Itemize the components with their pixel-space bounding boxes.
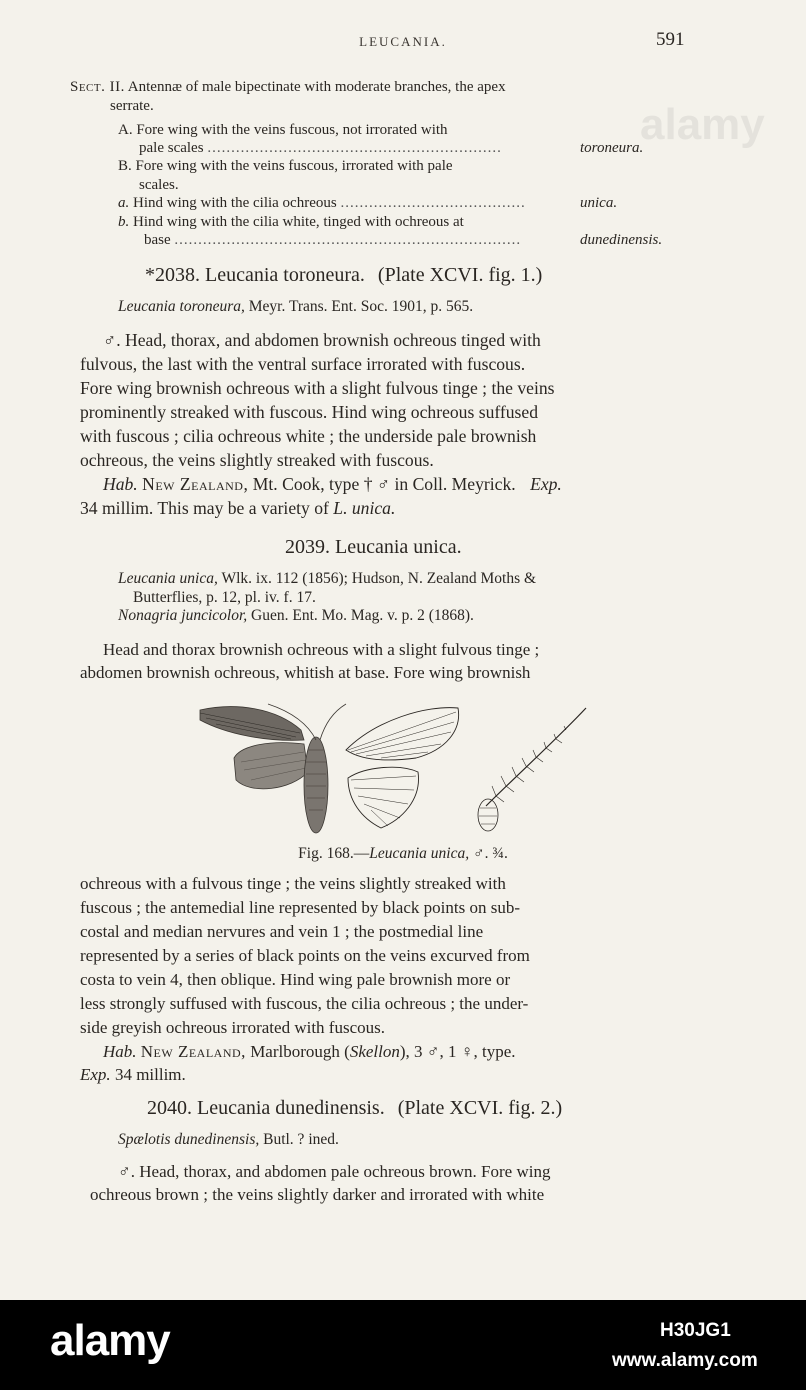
key-bb-line-2: base .........................................................................	[144, 232, 522, 248]
species-2040-line-2: ochreous brown ; the veins slightly darker and irrorated with white	[90, 1185, 545, 1204]
species-2038-line-4: prominently streaked with fuscous. Hind wing ochreous suffused	[80, 402, 539, 422]
species-2040-heading: 2040. Leucania dunedinensis. (Plate XCVI. fig. 2.)	[147, 1097, 563, 1119]
species-2038-line-5: with fuscous ; cilia ochreous white ; the underside pale brownish	[80, 426, 537, 446]
species-2038-expanse: 34 millim. This may be a variety of L. unica.	[80, 498, 396, 518]
species-2039-intro-1: Head and thorax brownish ochreous with a slight fulvous tinge ;	[103, 640, 540, 659]
species-2039-intro-2: abdomen brownish ochreous, whitish at base. Fore wing brownish	[80, 663, 531, 682]
key-bb-line: b. Hind wing with the cilia white, tinged with ochreous at	[118, 214, 464, 230]
species-2039-body-7: side greyish ochreous irrorated with fuscous.	[80, 1018, 385, 1037]
species-2038-line-6: ochreous, the veins slightly streaked with fuscous.	[80, 450, 434, 470]
running-title: LEUCANIA.	[359, 34, 447, 49]
wing-venation-diagram	[346, 708, 459, 828]
moth-illustration	[196, 700, 596, 840]
species-2039-expanse: Exp. 34 millim.	[80, 1065, 186, 1084]
stock-image-id: H30JG1	[660, 1320, 731, 1341]
key-ba-result: unica.	[580, 195, 618, 211]
species-2039-body-5: costa to vein 4, then oblique. Hind wing pale brownish more or	[80, 970, 511, 989]
species-2040-citation: Spælotis dunedinensis, Butl. ? ined.	[118, 1131, 339, 1148]
key-a-result: toroneura.	[580, 140, 644, 156]
species-2039-body-3: costal and median nervures and vein 1 ; the postmedial line	[80, 922, 484, 941]
species-2038-line-1: ♂. Head, thorax, and abdomen brownish ochreous tinged with	[103, 330, 541, 350]
stock-url: www.alamy.com	[612, 1350, 758, 1371]
key-a-line: A. Fore wing with the veins fuscous, not irrorated with	[118, 122, 448, 138]
figure-caption: Fig. 168.—Leucania unica, ♂. ¾.	[298, 845, 508, 862]
key-b-line: B. Fore wing with the veins fuscous, irrorated with pale	[118, 158, 453, 174]
species-2039-citation-1b: Butterflies, p. 12, pl. iv. f. 17.	[133, 589, 316, 606]
page-number: 591	[656, 29, 685, 50]
antenna-detail	[478, 708, 586, 831]
moth-figure-whole	[200, 704, 346, 833]
key-section-line: Sect. II. Antennæ of male bipectinate with moderate branches, the apex	[70, 79, 506, 95]
species-2038-line-3: Fore wing brownish ochreous with a slight fulvous tinge ; the veins	[80, 378, 555, 398]
species-2039-body-6: less strongly suffused with fuscous, the cilia ochreous ; the under-	[80, 994, 529, 1013]
watermark: alamy	[640, 100, 765, 149]
species-2039-body-1: ochreous with a fulvous tinge ; the veins slightly streaked with	[80, 874, 506, 893]
key-b-line-2: scales.	[139, 177, 179, 193]
species-2039-body-4: represented by a series of black points on the veins excurved from	[80, 946, 530, 965]
species-2039-habitat: Hab. New Zealand, Marlborough (Skellon), 3 ♂, 1 ♀, type.	[103, 1042, 516, 1061]
species-2039-heading: 2039. Leucania unica.	[285, 536, 462, 558]
stock-logo: alamy	[50, 1316, 170, 1365]
species-2038-heading: *2038. Leucania toroneura. (Plate XCVI. fig. 1.)	[145, 264, 543, 286]
species-2040-line-1: ♂. Head, thorax, and abdomen pale ochreous brown. Fore wing	[118, 1162, 551, 1181]
species-2039-body-2: fuscous ; the antemedial line represented by black points on sub-	[80, 898, 520, 917]
key-section-line-2: serrate.	[110, 98, 154, 114]
species-2039-citation-2: Nonagria juncicolor, Guen. Ent. Mo. Mag. v. p. 2 (1868).	[118, 607, 474, 624]
key-bb-result: dunedinensis.	[580, 232, 663, 248]
species-2038-habitat: Hab. New Zealand, Mt. Cook, type † ♂ in Coll. Meyrick. Exp.	[103, 474, 562, 494]
key-a-line-2: pale scales ..............................................................	[139, 140, 502, 156]
species-2039-citation-1: Leucania unica, Wlk. ix. 112 (1856); Hudson, N. Zealand Moths &	[118, 570, 537, 587]
species-2038-line-2: fulvous, the last with the ventral surface irrorated with fuscous.	[80, 354, 526, 374]
species-2038-citation: Leucania toroneura, Meyr. Trans. Ent. Soc. 1901, p. 565.	[118, 298, 474, 315]
key-ba-line: a. Hind wing with the cilia ochreous .......................................	[118, 195, 526, 211]
